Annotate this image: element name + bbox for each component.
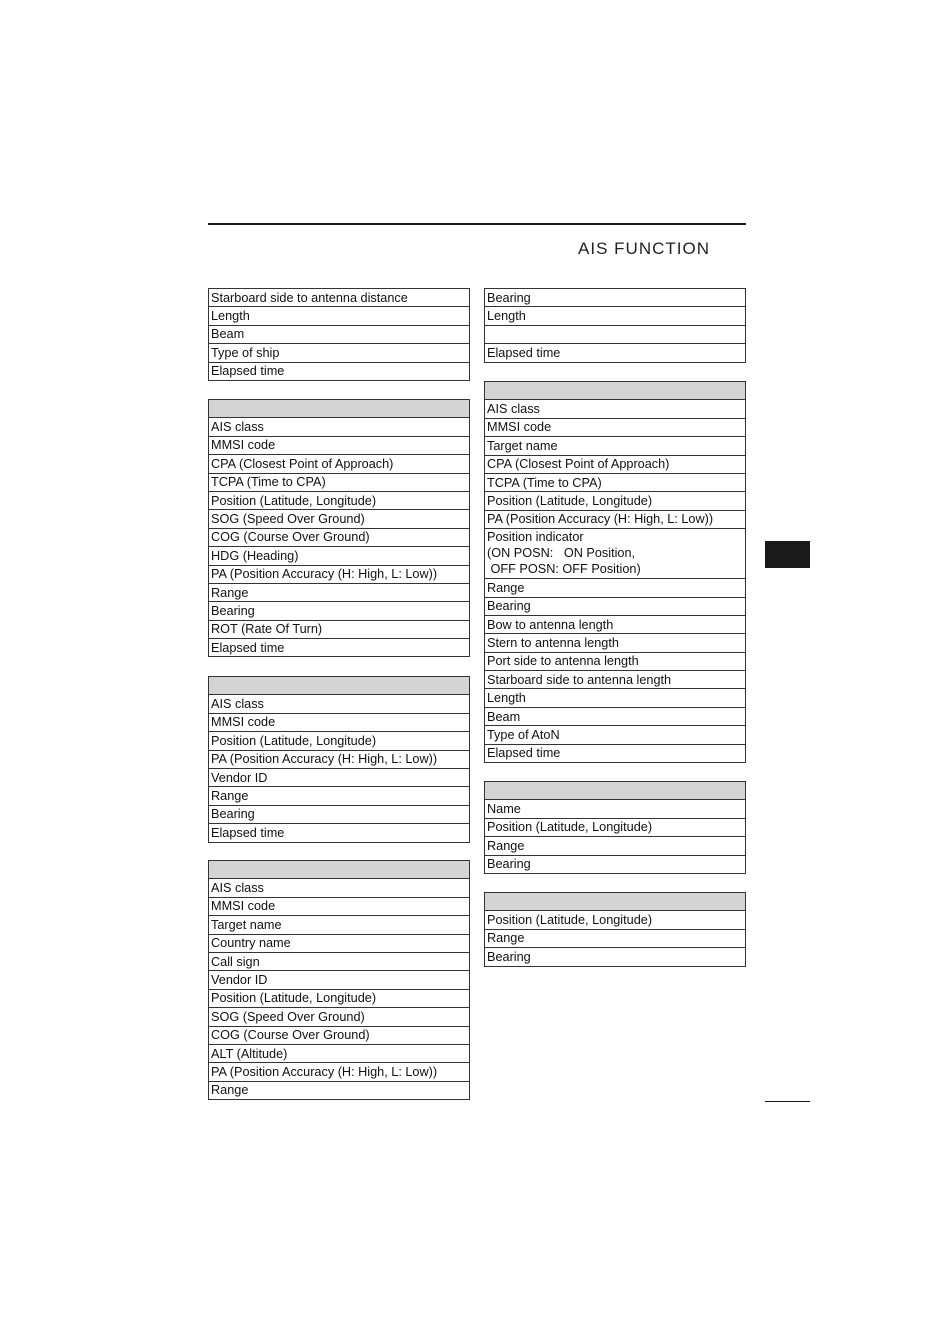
table-cell: Length (209, 307, 470, 325)
table-cell: MMSI code (209, 436, 470, 454)
table-cell: Beam (209, 325, 470, 343)
table-cell: Target name (485, 437, 746, 455)
waypoint-table (484, 781, 746, 874)
table-header (209, 400, 470, 418)
table-cell: Bearing (485, 855, 746, 873)
table-cell: Port side to antenna length (485, 652, 746, 670)
table-cell: Range (209, 787, 470, 805)
table-cell: HDG (Heading) (209, 547, 470, 565)
table-cell: PA (Position Accuracy (H: High, L: Low)) (209, 750, 470, 768)
table-cell: Vendor ID (209, 768, 470, 786)
table-cell: Starboard side to antenna distance (209, 289, 470, 307)
table-cell: Bearing (209, 602, 470, 620)
table-cell: Name (485, 800, 746, 818)
table-cell: Starboard side to antenna length (485, 671, 746, 689)
table-cell: Elapsed time (485, 744, 746, 762)
table-cell: AIS class (485, 400, 746, 418)
table-cell: Type of AtoN (485, 726, 746, 744)
table-cell: AIS class (209, 418, 470, 436)
table-cell: Position (Latitude, Longitude) (485, 492, 746, 510)
table-cell: CPA (Closest Point of Approach) (485, 455, 746, 473)
table-cell (485, 325, 746, 343)
table-cell: Elapsed time (209, 824, 470, 842)
sar-aircraft-table (208, 860, 470, 1100)
table-cell: Position (Latitude, Longitude) (209, 491, 470, 509)
table-cell: Stern to antenna length (485, 634, 746, 652)
table-cell: Elapsed time (485, 344, 746, 362)
position-indicator-cell: Position indicator (ON POSN: ON Position, OFF POSN: OFF Position) (485, 529, 746, 579)
table-cell: Country name (209, 934, 470, 952)
table-cell: Vendor ID (209, 971, 470, 989)
sar-aircraft-table-continued (484, 288, 746, 363)
table-cell: Length (485, 689, 746, 707)
table-header (485, 382, 746, 400)
table-cell: Bearing (485, 948, 746, 966)
table-cell: Call sign (209, 952, 470, 970)
table-cell: Position (Latitude, Longitude) (485, 818, 746, 836)
table-cell: TCPA (Time to CPA) (485, 473, 746, 491)
table-cell: PA (Position Accuracy (H: High, L: Low)) (209, 565, 470, 583)
base-station-table (208, 676, 470, 843)
table-cell: Elapsed time (209, 362, 470, 380)
table-cell: Target name (209, 916, 470, 934)
table-cell: Bearing (485, 289, 746, 307)
mob-table (484, 892, 746, 967)
table-cell: Bearing (485, 597, 746, 615)
table-cell: MMSI code (209, 713, 470, 731)
table-cell: COG (Course Over Ground) (209, 1026, 470, 1044)
page-number-rule (765, 1101, 810, 1102)
aton-table (484, 381, 746, 763)
table-header (209, 861, 470, 879)
table-header (485, 893, 746, 911)
table-cell: MMSI code (485, 418, 746, 436)
table-cell: Type of ship (209, 344, 470, 362)
table-cell: Position (Latitude, Longitude) (209, 989, 470, 1007)
table-cell: ALT (Altitude) (209, 1044, 470, 1062)
table-cell: Length (485, 307, 746, 325)
table-cell: SOG (Speed Over Ground) (209, 510, 470, 528)
table-cell: Range (209, 583, 470, 601)
table-cell: TCPA (Time to CPA) (209, 473, 470, 491)
table-cell: COG (Course Over Ground) (209, 528, 470, 546)
table-cell: Range (485, 929, 746, 947)
table-cell: Bow to antenna length (485, 615, 746, 633)
table-cell: Range (209, 1081, 470, 1099)
table-cell: MMSI code (209, 897, 470, 915)
table-cell: Position (Latitude, Longitude) (209, 732, 470, 750)
table-header (209, 677, 470, 695)
table-cell: Beam (485, 707, 746, 725)
table-cell: PA (Position Accuracy (H: High, L: Low)) (209, 1063, 470, 1081)
page-title: AIS FUNCTION (578, 239, 710, 258)
table-cell: CPA (Closest Point of Approach) (209, 455, 470, 473)
table-cell: Bearing (209, 805, 470, 823)
table-cell: Position (Latitude, Longitude) (485, 911, 746, 929)
section-tab-marker (765, 541, 810, 568)
table-cell: Range (485, 837, 746, 855)
table-cell: Elapsed time (209, 639, 470, 657)
own-ship-table-continued (208, 288, 470, 381)
class-b-ship-table (208, 399, 470, 657)
table-cell: PA (Position Accuracy (H: High, L: Low)) (485, 510, 746, 528)
table-header (485, 782, 746, 800)
table-cell: ROT (Rate Of Turn) (209, 620, 470, 638)
header-rule (208, 223, 746, 225)
table-cell: Range (485, 579, 746, 597)
table-cell: SOG (Speed Over Ground) (209, 1008, 470, 1026)
table-cell: AIS class (209, 695, 470, 713)
table-cell: AIS class (209, 879, 470, 897)
